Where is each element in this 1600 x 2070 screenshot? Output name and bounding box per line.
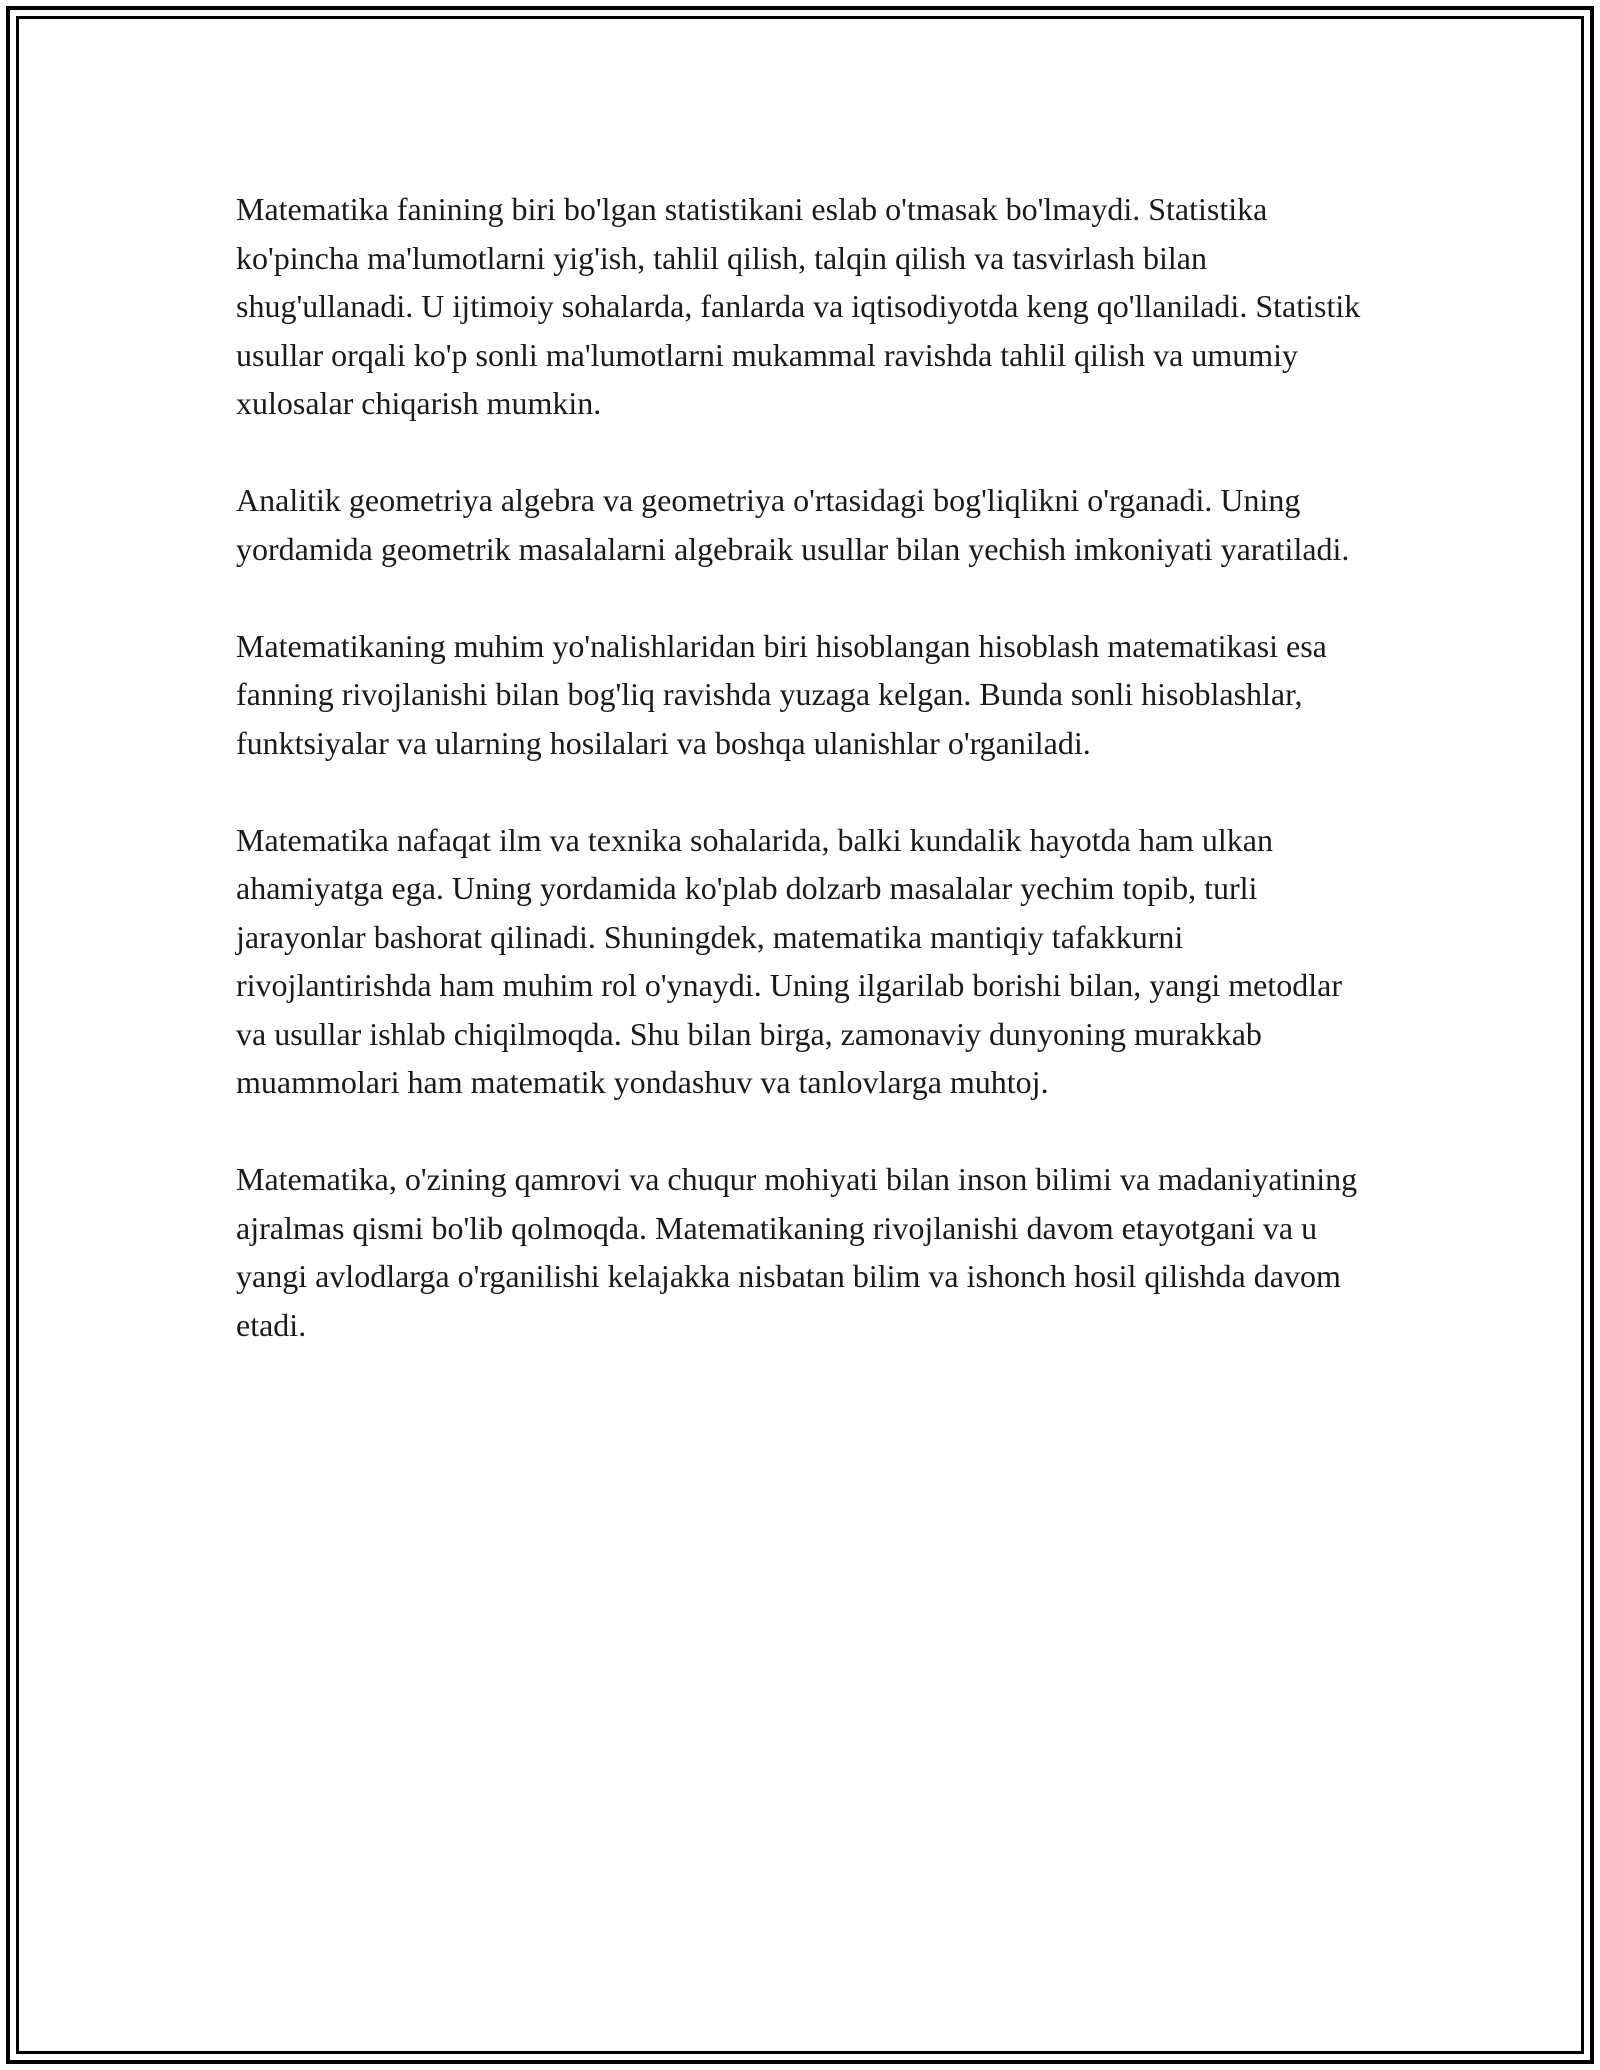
paragraph-computational-math: Matematikaning muhim yo'nalishlaridan biri hisoblangan hisoblash matematikasi esa fanning rivojlanishi bilan bog'liq ravishda yuzaga kelgan. Bunda sonli hisoblashlar, funktsiyalar va ularning hosilalari va boshqa ulanishlar o'rganiladi.: [236, 627, 1327, 761]
paragraph-math-importance: Matematika nafaqat ilm va texnika sohalarida, balki kundalik hayotda ham ulkan ahamiyatga ega. Uning yordamida ko'plab dolzarb masalalar yechim topib, turli jarayonlar bashorat qilinadi. Shuningdek, matematika mantiqiy tafakkurni rivojlantirishda ham muhim rol o'ynaydi. Uning ilgarilab borishi bilan, yangi metodlar va usullar ishlab chiqilmoqda. Shu bilan birga, zamonaviy dunyoning murakkab muammolari ham matematik yondashuv va tanlovlarga muhtoj.: [236, 821, 1343, 1100]
document-body: [236, 185, 1376, 1349]
paragraph-statistics: Matematika fanining biri bo'lgan statistikani eslab o'tmasak bo'lmaydi. Statistika ko'pincha ma'lumotlarni yig'ish, tahlil qilish, talqin qilish va tasvirlash bilan shug'ullanadi. U ijtimoiy sohalarda, fanlarda va iqtisodiyotda keng qo'llaniladi. Statistik usullar orqali ko'p sonli ma'lumotlarni mukammal ravishda tahlil qilish va umumiy xulosalar chiqarish mumkin.: [236, 191, 1361, 421]
paragraph-analytic-geometry: Analitik geometriya algebra va geometriya o'rtasidagi bog'liqlikni o'rganadi. Uning yordamida geometrik masalalarni algebraik usullar bilan yechish imkoniyati yaratiladi.: [236, 482, 1350, 567]
paragraph-conclusion: Matematika, o'zining qamrovi va chuqur mohiyati bilan inson bilimi va madaniyatining ajralmas qismi bo'lib qolmoqda. Matematikaning rivojlanishi davom etayotgani va u yangi avlodlarga o'rganilishi kelajakka nisbatan bilim va ishonch hosil qilishda davom etadi.: [236, 1161, 1358, 1343]
